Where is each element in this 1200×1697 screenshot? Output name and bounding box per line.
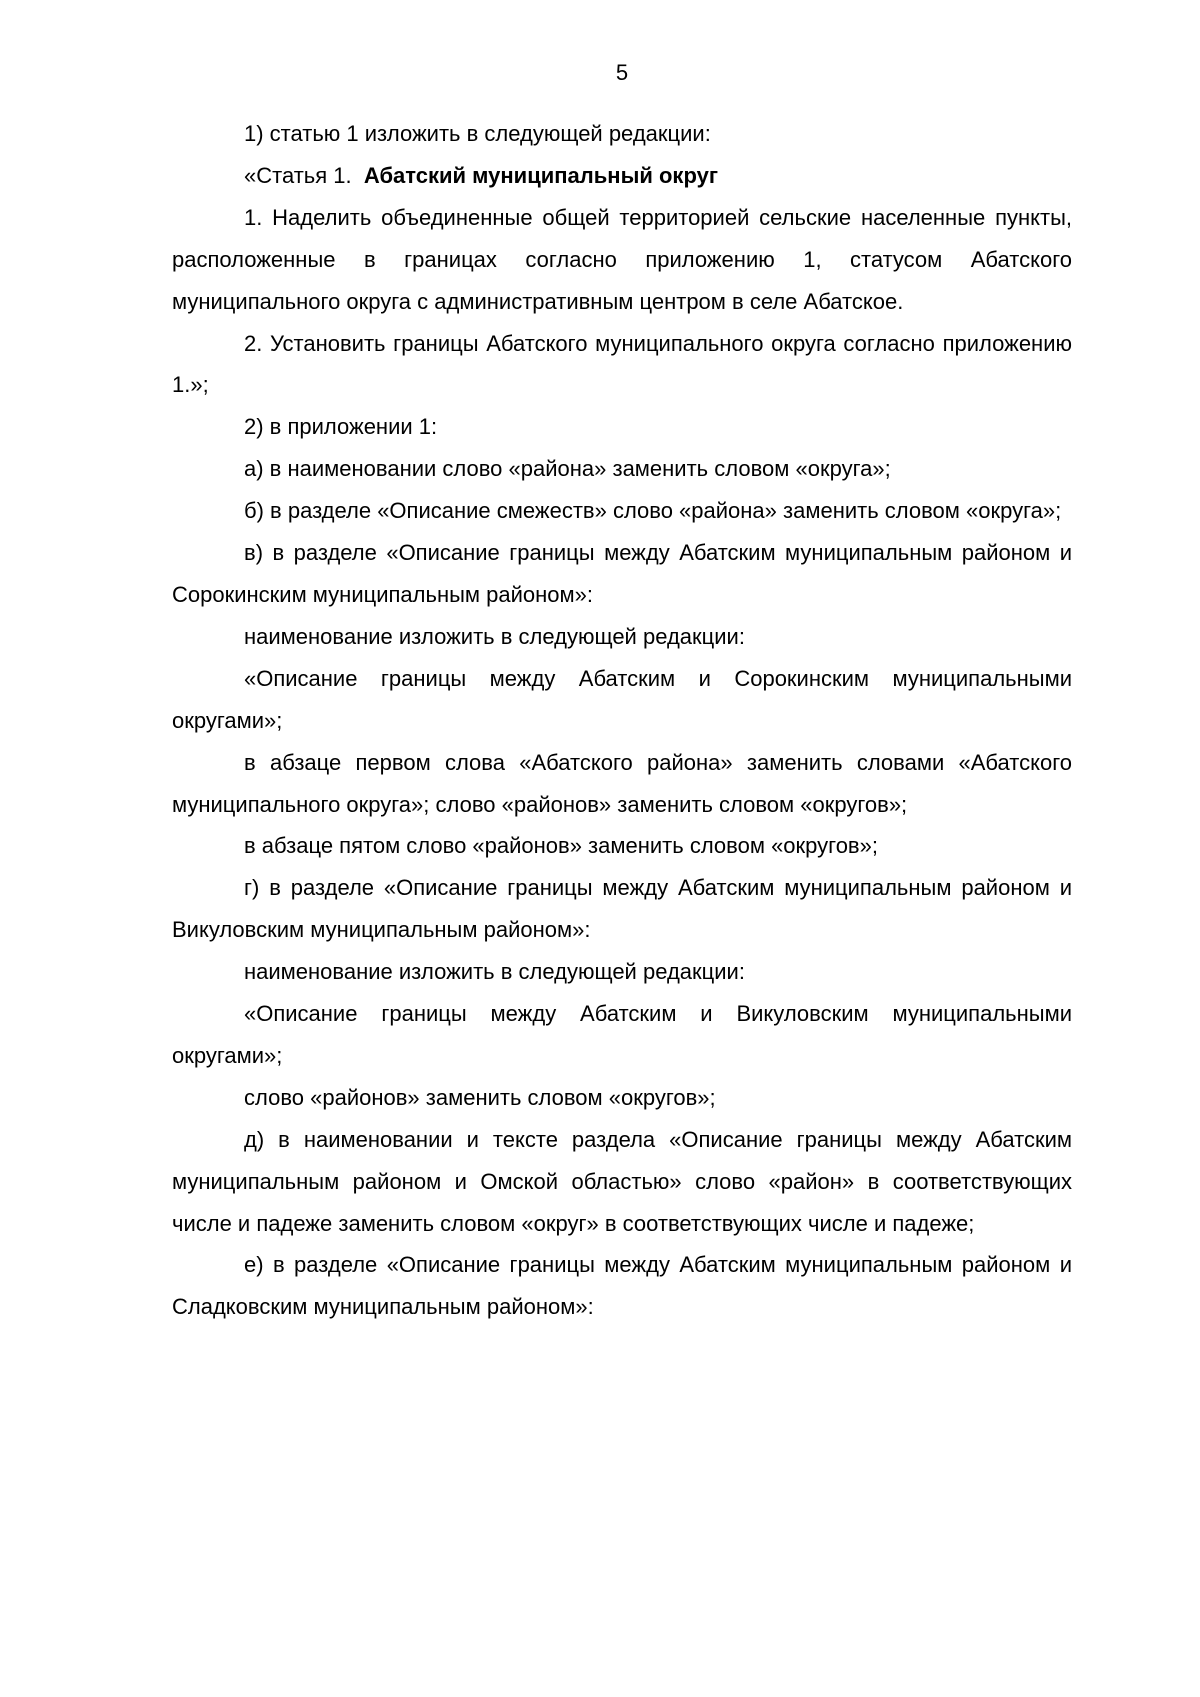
paragraph-item-d: д) в наименовании и тексте раздела «Описание границы между Абатским муниципальным районом и Омской областью» слово «район» в соответствующих числе и падеже заменить словом «округ» в соответствующих числе и падеже; — [172, 1126, 1072, 1236]
paragraph-item-v-first-abzac: в абзаце первом слова «Абатского района» заменить словами «Абатского муниципального округа»; слово «районов» заменить словом «округов»; — [172, 749, 1072, 817]
paragraph-item-v-fifth-abzac: в абзаце пятом слово «районов» заменить словом «округов»; — [244, 833, 878, 859]
paragraph-item-v: в) в разделе «Описание границы между Абатским муниципальным районом и Сорокинским муниципальным районом»: — [172, 540, 1072, 607]
article-prefix: «Статья 1. — [244, 162, 352, 188]
article-heading — [172, 155, 1072, 197]
paragraph-item-g: г) в разделе «Описание границы между Абатским муниципальным районом и Викуловским муниципальным районом»: — [172, 875, 1072, 943]
paragraph-item-v-name: наименование изложить в следующей редакции: — [244, 623, 745, 649]
paragraph-item-a: а) в наименовании слово «района» заменить словом «округа»; — [244, 456, 891, 482]
paragraph-item-e: е) в разделе «Описание границы между Абатским муниципальным районом и Сладковским муниципальным районом»: — [172, 1252, 1072, 1320]
paragraph-item-g-name: наименование изложить в следующей редакции: — [244, 959, 745, 985]
paragraph-article-point-1: 1. Наделить объединенные общей территорией сельские населенные пункты, расположенные в границах согласно приложению 1, статусом Абатского муниципального округа с административным центром в селе Абатское. — [172, 204, 1072, 314]
paragraph-amendment-2: 2) в приложении 1: — [244, 414, 438, 440]
article-title: Абатский муниципальный округ — [363, 162, 718, 188]
paragraph-item-g-new-name: «Описание границы между Абатским и Викуловским муниципальными округами»; — [172, 1001, 1072, 1068]
paragraph-item-g-word: слово «районов» заменить словом «округов»; — [244, 1084, 716, 1110]
paragraph-item-b: б) в разделе «Описание смежеств» слово «района» заменить словом «округа»; — [244, 498, 1062, 524]
page-number: 5 — [615, 60, 629, 85]
paragraph-item-v-new-name: «Описание границы между Абатским и Сорокинским муниципальными округами»; — [172, 665, 1072, 733]
document-body — [172, 113, 1072, 1328]
paragraph-amendment-1: 1) статью 1 изложить в следующей редакции: — [244, 121, 711, 146]
paragraph-article-point-2: 2. Установить границы Абатского муниципального округа согласно приложению 1.»; — [172, 330, 1072, 398]
